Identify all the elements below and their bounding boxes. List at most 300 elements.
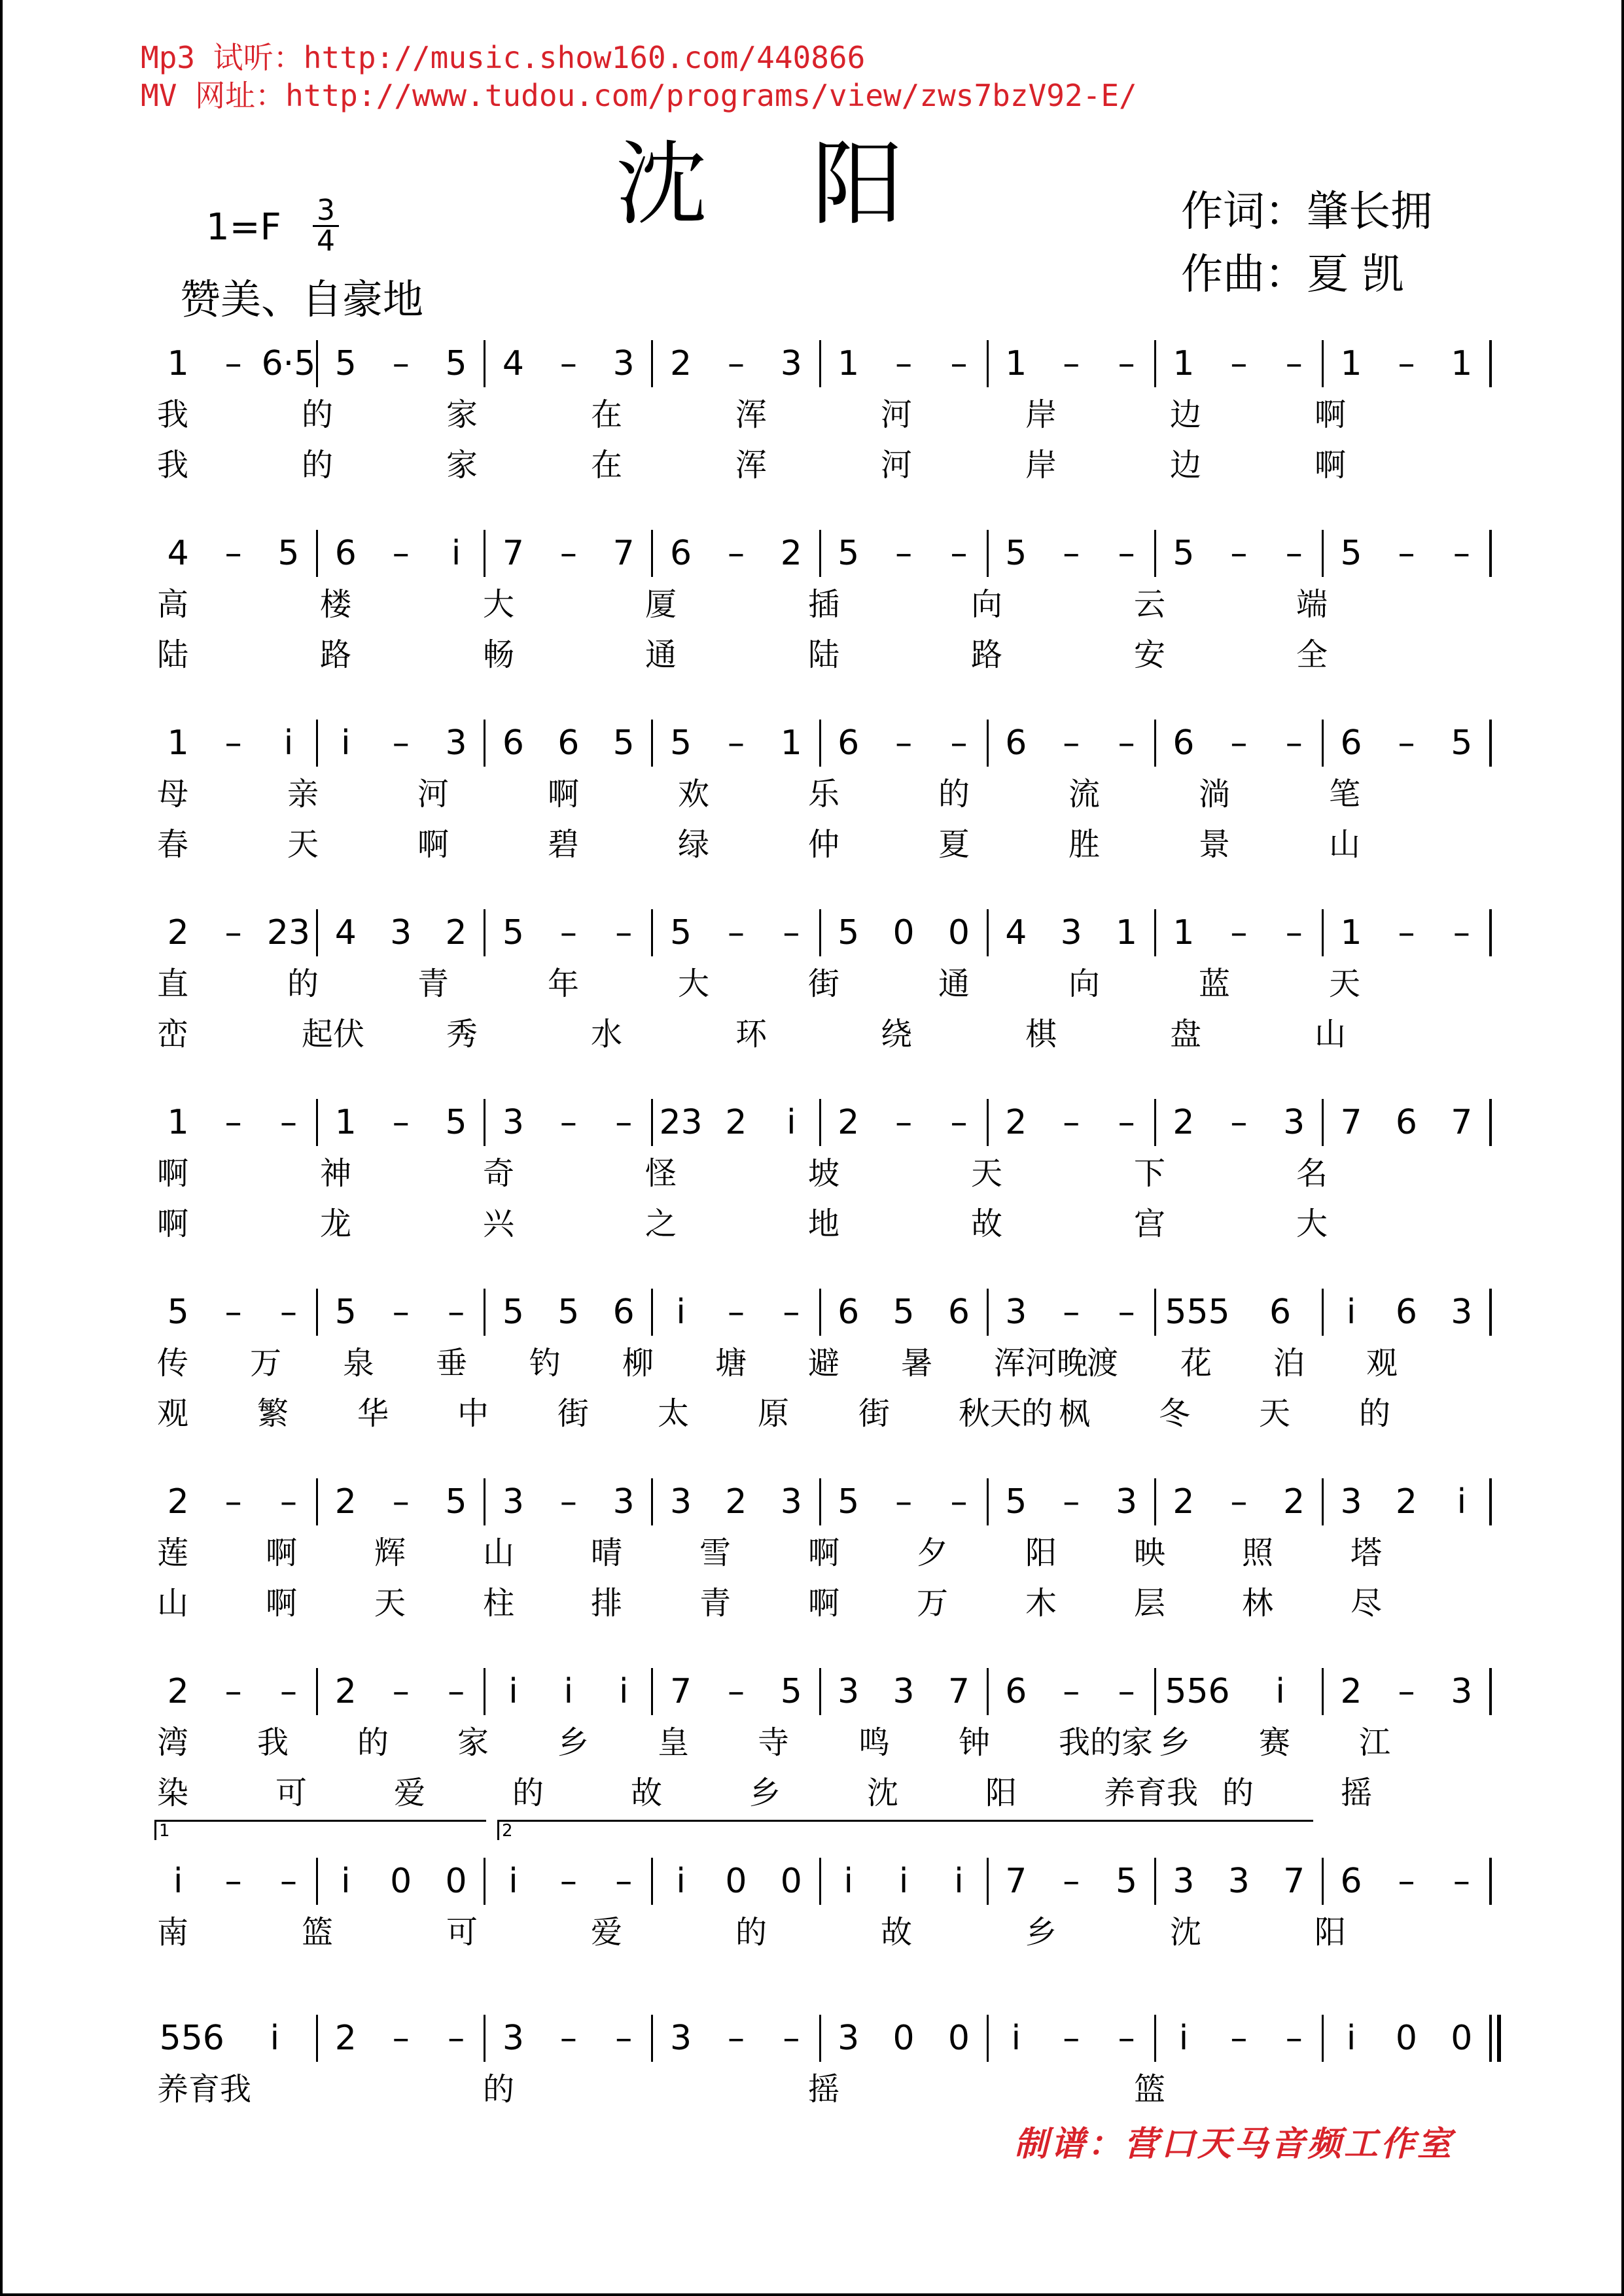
note: 7 bbox=[612, 534, 635, 573]
score-system bbox=[150, 1099, 1492, 1146]
lyric-syllable: 龙 bbox=[320, 1206, 352, 1242]
lyric-syllable: 山 bbox=[1315, 1016, 1347, 1052]
note: 5 bbox=[334, 1293, 357, 1332]
dash-extension: – bbox=[1118, 344, 1135, 383]
lyric-syllable: 陆 bbox=[157, 636, 189, 673]
lyric-syllable: 绕 bbox=[881, 1016, 913, 1052]
note: 6 bbox=[838, 1293, 860, 1332]
lyric-syllable: 塔 bbox=[1350, 1535, 1383, 1571]
dash-extension: – bbox=[1230, 344, 1248, 383]
lyric-syllable: 辉 bbox=[374, 1535, 406, 1571]
note: 0 bbox=[725, 1862, 747, 1901]
lyrics-verse-1 bbox=[150, 1527, 1492, 1573]
lyrics-verse-1 bbox=[150, 1338, 1492, 1383]
score-system bbox=[150, 1478, 1492, 1525]
dash-extension: – bbox=[615, 1862, 633, 1901]
lyric-syllable: 乡 bbox=[557, 1724, 590, 1761]
dash-extension: – bbox=[392, 1482, 410, 1522]
lyrics-verse-2 bbox=[150, 819, 1492, 865]
dash-extension: – bbox=[1230, 534, 1248, 573]
lyric-syllable: 的 bbox=[302, 447, 334, 483]
note: 5 bbox=[838, 534, 860, 573]
dash-extension: – bbox=[783, 2019, 800, 2058]
dash-extension: – bbox=[1398, 913, 1415, 952]
note: i bbox=[1346, 2019, 1356, 2058]
lyric-syllable: 母 bbox=[157, 776, 189, 812]
lyric-syllable: 的 bbox=[735, 1914, 768, 1951]
score-system bbox=[150, 1289, 1492, 1336]
score-system bbox=[150, 340, 1492, 387]
lyric-syllable: 陆 bbox=[808, 636, 840, 673]
lyric-syllable: 在 bbox=[591, 447, 623, 483]
lyric-syllable: 泉 bbox=[343, 1345, 375, 1382]
note: 3 bbox=[670, 2019, 692, 2058]
lyric-syllable: 啊 bbox=[266, 1585, 298, 1622]
lyric-syllable: 乡 bbox=[1025, 1914, 1057, 1951]
lyric-syllable: 直 bbox=[157, 965, 189, 1002]
measure bbox=[651, 340, 819, 387]
dash-extension: – bbox=[727, 913, 745, 952]
lyric-syllable: 养育我 bbox=[1104, 1775, 1199, 1811]
note: 3 bbox=[1060, 913, 1082, 952]
lyric-syllable: 云 bbox=[1134, 586, 1166, 623]
note: 5 bbox=[1451, 723, 1473, 763]
note: 5 bbox=[445, 1103, 467, 1142]
lyric-syllable: 起伏 bbox=[302, 1016, 365, 1052]
lyric-syllable: 街 bbox=[557, 1395, 590, 1432]
note: 1 bbox=[167, 1103, 189, 1142]
notation-row bbox=[150, 1289, 1492, 1336]
note: 2 bbox=[725, 1482, 747, 1522]
lyric-syllable: 路 bbox=[971, 636, 1003, 673]
mv-url[interactable]: http://www.tudou.com/programs/view/zws7bzV92-E/ bbox=[285, 78, 1137, 113]
note: 5 bbox=[277, 534, 300, 573]
lyric-syllable: 天 bbox=[971, 1155, 1003, 1192]
dash-extension: – bbox=[559, 1862, 577, 1901]
measure bbox=[1154, 720, 1322, 767]
lyric-syllable: 啊 bbox=[808, 1535, 840, 1571]
lyric-syllable: 家 bbox=[446, 447, 478, 483]
dash-extension: – bbox=[1398, 1862, 1415, 1901]
measure bbox=[316, 1668, 484, 1715]
note: 0 bbox=[947, 913, 970, 952]
note: i bbox=[1456, 1482, 1467, 1522]
lyric-syllable: 怪 bbox=[645, 1155, 677, 1192]
lyric-syllable: 渡 bbox=[1087, 1345, 1119, 1382]
final-barline bbox=[1497, 2015, 1501, 2062]
lyric-syllable: 篮 bbox=[1134, 2071, 1166, 2108]
note: i bbox=[341, 1862, 351, 1901]
lyric-syllable: 天 bbox=[1329, 965, 1361, 1002]
note: 3 bbox=[445, 723, 467, 763]
note: i bbox=[508, 1672, 518, 1711]
note: 3 bbox=[838, 2019, 860, 2058]
note: 2 bbox=[167, 1482, 189, 1522]
lyric-syllable: 我 bbox=[157, 396, 189, 433]
lyric-syllable: 秀 bbox=[446, 1016, 478, 1052]
measure bbox=[987, 530, 1154, 577]
lyric-syllable: 钟 bbox=[959, 1724, 991, 1761]
measure bbox=[987, 1858, 1154, 1905]
measure bbox=[987, 2015, 1154, 2062]
note: 2 bbox=[1173, 1482, 1195, 1522]
measure bbox=[150, 1668, 316, 1715]
lyric-syllable: 流 bbox=[1068, 776, 1101, 812]
lyric-syllable: 夕 bbox=[917, 1535, 949, 1571]
lyric-syllable: 沈 bbox=[1170, 1914, 1202, 1951]
dash-extension: – bbox=[950, 1482, 968, 1522]
measure bbox=[1322, 1289, 1489, 1336]
note: 2 bbox=[670, 344, 692, 383]
lyric-syllable: 故 bbox=[971, 1206, 1003, 1242]
dash-extension: – bbox=[895, 534, 913, 573]
lyric-syllable: 啊 bbox=[266, 1535, 298, 1571]
note: 556 bbox=[159, 2019, 224, 2058]
measure bbox=[819, 1478, 987, 1525]
lyric-syllable: 全 bbox=[1296, 636, 1328, 673]
measure bbox=[484, 1858, 651, 1905]
lyric-syllable: 中 bbox=[457, 1395, 489, 1432]
dash-extension: – bbox=[950, 344, 968, 383]
measure bbox=[819, 1858, 987, 1905]
lyric-syllable: 天 bbox=[1259, 1395, 1291, 1432]
lyric-syllable: 可 bbox=[446, 1914, 478, 1951]
lyric-syllable: 啊 bbox=[157, 1206, 189, 1242]
lyric-syllable: 柱 bbox=[483, 1585, 515, 1622]
lyric-syllable: 在 bbox=[591, 396, 623, 433]
note: 3 bbox=[1340, 1482, 1362, 1522]
dash-extension: – bbox=[448, 1672, 465, 1711]
lyric-syllable: 河 bbox=[417, 776, 450, 812]
measure bbox=[150, 720, 316, 767]
measure bbox=[484, 1099, 651, 1146]
dash-extension: – bbox=[392, 1293, 410, 1332]
dash-extension: – bbox=[1118, 1293, 1135, 1332]
lyric-syllable: 照 bbox=[1242, 1535, 1274, 1571]
lyric-syllable: 下 bbox=[1134, 1155, 1166, 1192]
note: 2 bbox=[334, 1672, 357, 1711]
notation-row bbox=[150, 340, 1492, 387]
measure bbox=[651, 1858, 819, 1905]
note: 3 bbox=[780, 344, 802, 383]
dash-extension: – bbox=[1453, 1862, 1470, 1901]
note: 5 bbox=[167, 1293, 189, 1332]
note: 4 bbox=[334, 913, 357, 952]
lyric-syllable: 路 bbox=[320, 636, 352, 673]
lyric-syllable: 向 bbox=[971, 586, 1003, 623]
lyric-syllable: 万 bbox=[250, 1345, 282, 1382]
notation-row bbox=[150, 2015, 1492, 2062]
note: 5 bbox=[1173, 534, 1195, 573]
note: 5 bbox=[892, 1293, 915, 1332]
note: 7 bbox=[1005, 1862, 1027, 1901]
lyric-syllable: 太 bbox=[658, 1395, 690, 1432]
note: 6 bbox=[947, 1293, 970, 1332]
dash-extension: – bbox=[1063, 344, 1080, 383]
measure bbox=[150, 530, 316, 577]
note: 5 bbox=[838, 913, 860, 952]
lyric-syllable: 啊 bbox=[417, 826, 450, 863]
dash-extension: – bbox=[727, 2019, 745, 2058]
lyric-syllable: 泊 bbox=[1273, 1345, 1305, 1382]
measure bbox=[484, 340, 651, 387]
note: 6 bbox=[1005, 723, 1027, 763]
note: 1 bbox=[1340, 913, 1362, 952]
note: i bbox=[843, 1862, 853, 1901]
dash-extension: – bbox=[1230, 1103, 1248, 1142]
lyric-syllable: 岸 bbox=[1025, 447, 1057, 483]
lyric-syllable: 高 bbox=[157, 586, 189, 623]
lyric-syllable: 通 bbox=[938, 965, 970, 1002]
dash-extension: – bbox=[950, 723, 968, 763]
lyric-syllable: 爱 bbox=[591, 1914, 623, 1951]
lyrics-verse-2 bbox=[150, 440, 1492, 485]
lyrics-verse-1 bbox=[150, 958, 1492, 1004]
measure bbox=[150, 909, 316, 956]
lyric-syllable: 夏 bbox=[938, 826, 970, 863]
note: 4 bbox=[167, 534, 189, 573]
lyrics-verse-1 bbox=[150, 769, 1492, 814]
lyrics-verse-1 bbox=[150, 1148, 1492, 1194]
mv-label: MV 网址： bbox=[141, 78, 286, 113]
time-signature bbox=[313, 196, 339, 256]
note: 2 bbox=[334, 2019, 357, 2058]
note: 556 bbox=[1165, 1672, 1230, 1711]
note: 6 bbox=[838, 723, 860, 763]
note: 0 bbox=[892, 2019, 915, 2058]
dash-extension: – bbox=[392, 1672, 410, 1711]
lyric-syllable: 爱 bbox=[394, 1775, 426, 1811]
dash-extension: – bbox=[783, 913, 800, 952]
note: 3 bbox=[1116, 1482, 1138, 1522]
dash-extension: – bbox=[1398, 344, 1415, 383]
note: i bbox=[1275, 1672, 1285, 1711]
dash-extension: – bbox=[950, 534, 968, 573]
measure bbox=[987, 720, 1154, 767]
notation-row bbox=[150, 909, 1492, 956]
measure bbox=[484, 1289, 651, 1336]
measure bbox=[1154, 1478, 1322, 1525]
note: 6 bbox=[1173, 723, 1195, 763]
lyric-syllable: 观 bbox=[1366, 1345, 1398, 1382]
measure bbox=[150, 1289, 316, 1336]
lyric-syllable: 边 bbox=[1170, 447, 1202, 483]
lyric-syllable: 兴 bbox=[483, 1206, 515, 1242]
dash-extension: – bbox=[615, 913, 633, 952]
lyric-syllable: 天 bbox=[374, 1585, 406, 1622]
measure bbox=[484, 1668, 651, 1715]
note: 6 bbox=[334, 534, 357, 573]
note: 5 bbox=[445, 1482, 467, 1522]
lyric-syllable: 天 bbox=[287, 826, 319, 863]
note: 2 bbox=[1005, 1103, 1027, 1142]
note: 6 bbox=[1340, 1862, 1362, 1901]
measure bbox=[316, 1858, 484, 1905]
note: 5 bbox=[1116, 1862, 1138, 1901]
lyric-syllable: 啊 bbox=[808, 1585, 840, 1622]
lyric-syllable: 碧 bbox=[548, 826, 580, 863]
measure bbox=[316, 530, 484, 577]
mp3-url[interactable]: http://music.show160.com/440866 bbox=[303, 40, 866, 75]
measure bbox=[651, 720, 819, 767]
lyric-syllable: 莲 bbox=[157, 1535, 189, 1571]
note: i bbox=[676, 1293, 686, 1332]
notation-row bbox=[150, 1858, 1492, 1905]
measure bbox=[1154, 1858, 1322, 1905]
note: 0 bbox=[1451, 2019, 1473, 2058]
measure bbox=[987, 1668, 1154, 1715]
measure bbox=[987, 909, 1154, 956]
dash-extension: – bbox=[727, 344, 745, 383]
note: 3 bbox=[1283, 1103, 1305, 1142]
lyric-syllable: 乡 bbox=[749, 1775, 781, 1811]
volta-first-ending: 1 bbox=[154, 1820, 486, 1840]
lyric-syllable: 塘 bbox=[715, 1345, 747, 1382]
notation-row bbox=[150, 1478, 1492, 1525]
lyrics-verse-1 bbox=[150, 389, 1492, 435]
note: 3 bbox=[612, 344, 635, 383]
note: 6·5 bbox=[261, 344, 316, 383]
note: i bbox=[1346, 1293, 1356, 1332]
lyric-syllable: 皇 bbox=[658, 1724, 690, 1761]
lyrics-verse-2 bbox=[150, 1198, 1492, 1244]
lyric-syllable: 我 bbox=[157, 447, 189, 483]
note: 5 bbox=[670, 913, 692, 952]
measure bbox=[150, 2015, 316, 2062]
measure bbox=[819, 1668, 987, 1715]
mp3-link[interactable] bbox=[141, 34, 865, 77]
lyric-syllable: 楼 bbox=[320, 586, 352, 623]
note: i bbox=[954, 1862, 964, 1901]
dash-extension: – bbox=[1453, 534, 1470, 573]
dash-extension: – bbox=[392, 1103, 410, 1142]
note: 6 bbox=[502, 723, 524, 763]
note: 4 bbox=[1005, 913, 1027, 952]
dash-extension: – bbox=[279, 1672, 297, 1711]
lyric-syllable: 养育我 bbox=[157, 2071, 252, 2108]
note: 5 bbox=[1005, 1482, 1027, 1522]
dash-extension: – bbox=[950, 1103, 968, 1142]
lyric-syllable: 通 bbox=[645, 636, 677, 673]
lyric-syllable: 林 bbox=[1242, 1585, 1274, 1622]
note: 5 bbox=[838, 1482, 860, 1522]
dash-extension: – bbox=[559, 913, 577, 952]
note: 1 bbox=[1340, 344, 1362, 383]
lyric-syllable: 仲 bbox=[808, 826, 840, 863]
note: 2 bbox=[1173, 1103, 1195, 1142]
lyric-syllable: 向 bbox=[1068, 965, 1101, 1002]
dash-extension: – bbox=[1398, 1672, 1415, 1711]
lyric-syllable: 阳 bbox=[1315, 1914, 1347, 1951]
note: i bbox=[1178, 2019, 1189, 2058]
note: 1 bbox=[1116, 913, 1138, 952]
note: 3 bbox=[1005, 1293, 1027, 1332]
note: i bbox=[676, 1862, 686, 1901]
note: 2 bbox=[725, 1103, 747, 1142]
lyric-syllable: 淌 bbox=[1199, 776, 1231, 812]
lyrics-verse-2 bbox=[150, 1009, 1492, 1054]
measure bbox=[1154, 909, 1322, 956]
dash-extension: – bbox=[224, 723, 242, 763]
dash-extension: – bbox=[1230, 723, 1248, 763]
note: 1 bbox=[1173, 344, 1195, 383]
lyric-syllable: 的 bbox=[302, 396, 334, 433]
measure bbox=[987, 1099, 1154, 1146]
dash-extension: – bbox=[448, 2019, 465, 2058]
note: 2 bbox=[838, 1103, 860, 1142]
dash-extension: – bbox=[1230, 2019, 1248, 2058]
lyric-syllable: 啊 bbox=[548, 776, 580, 812]
measure bbox=[1322, 1099, 1489, 1146]
lyric-syllable: 的 bbox=[1359, 1395, 1391, 1432]
lyric-syllable: 欢 bbox=[678, 776, 710, 812]
note: 2 bbox=[780, 534, 802, 573]
dash-extension: – bbox=[1230, 913, 1248, 952]
dash-extension: – bbox=[1063, 2019, 1080, 2058]
lyrics-verse-1 bbox=[150, 1717, 1492, 1763]
note: 7 bbox=[1340, 1103, 1362, 1142]
lyric-syllable: 南 bbox=[157, 1914, 189, 1951]
measure bbox=[651, 1668, 819, 1715]
dash-extension: – bbox=[1453, 913, 1470, 952]
dash-extension: – bbox=[1398, 534, 1415, 573]
lyrics-verse-2 bbox=[150, 1578, 1492, 1624]
measure bbox=[1322, 909, 1489, 956]
dash-extension: – bbox=[1285, 723, 1303, 763]
note: 0 bbox=[892, 913, 915, 952]
score-system bbox=[150, 1858, 1492, 1905]
note: 0 bbox=[390, 1862, 412, 1901]
measure bbox=[1154, 2015, 1322, 2062]
note: 3 bbox=[502, 1103, 524, 1142]
dash-extension: – bbox=[895, 344, 913, 383]
note: 5 bbox=[557, 1293, 580, 1332]
measure bbox=[1322, 1478, 1489, 1525]
measure bbox=[316, 1099, 484, 1146]
note: 3 bbox=[1451, 1672, 1473, 1711]
score-system bbox=[150, 1668, 1492, 1715]
lyric-syllable: 坡 bbox=[808, 1155, 840, 1192]
lyric-syllable: 大 bbox=[678, 965, 710, 1002]
note: 5 bbox=[445, 344, 467, 383]
lyric-syllable: 神 bbox=[320, 1155, 352, 1192]
lyric-syllable: 端 bbox=[1296, 586, 1328, 623]
dash-extension: – bbox=[224, 344, 242, 383]
dash-extension: – bbox=[1063, 1482, 1080, 1522]
volta-second-ending: 2 bbox=[497, 1820, 1313, 1840]
lyrics-verse-2 bbox=[150, 1388, 1492, 1434]
dash-extension: – bbox=[1230, 1482, 1248, 1522]
lyric-syllable: 街 bbox=[858, 1395, 891, 1432]
dash-extension: – bbox=[392, 534, 410, 573]
dash-extension: – bbox=[1285, 344, 1303, 383]
note: 5 bbox=[502, 1293, 524, 1332]
lyric-syllable: 边 bbox=[1170, 396, 1202, 433]
dash-extension: – bbox=[559, 2019, 577, 2058]
dash-extension: – bbox=[224, 1862, 242, 1901]
lyric-syllable: 江 bbox=[1359, 1724, 1391, 1761]
lyric-syllable: 原 bbox=[758, 1395, 790, 1432]
lyric-syllable: 传 bbox=[157, 1345, 189, 1382]
note: i bbox=[451, 534, 461, 573]
lyric-syllable: 可 bbox=[275, 1775, 308, 1811]
mv-link[interactable] bbox=[141, 72, 1137, 115]
note: 2 bbox=[1340, 1672, 1362, 1711]
dash-extension: – bbox=[727, 723, 745, 763]
time-signature-top: 3 bbox=[317, 194, 335, 227]
note: i bbox=[508, 1862, 518, 1901]
lyric-syllable: 胜 bbox=[1068, 826, 1101, 863]
